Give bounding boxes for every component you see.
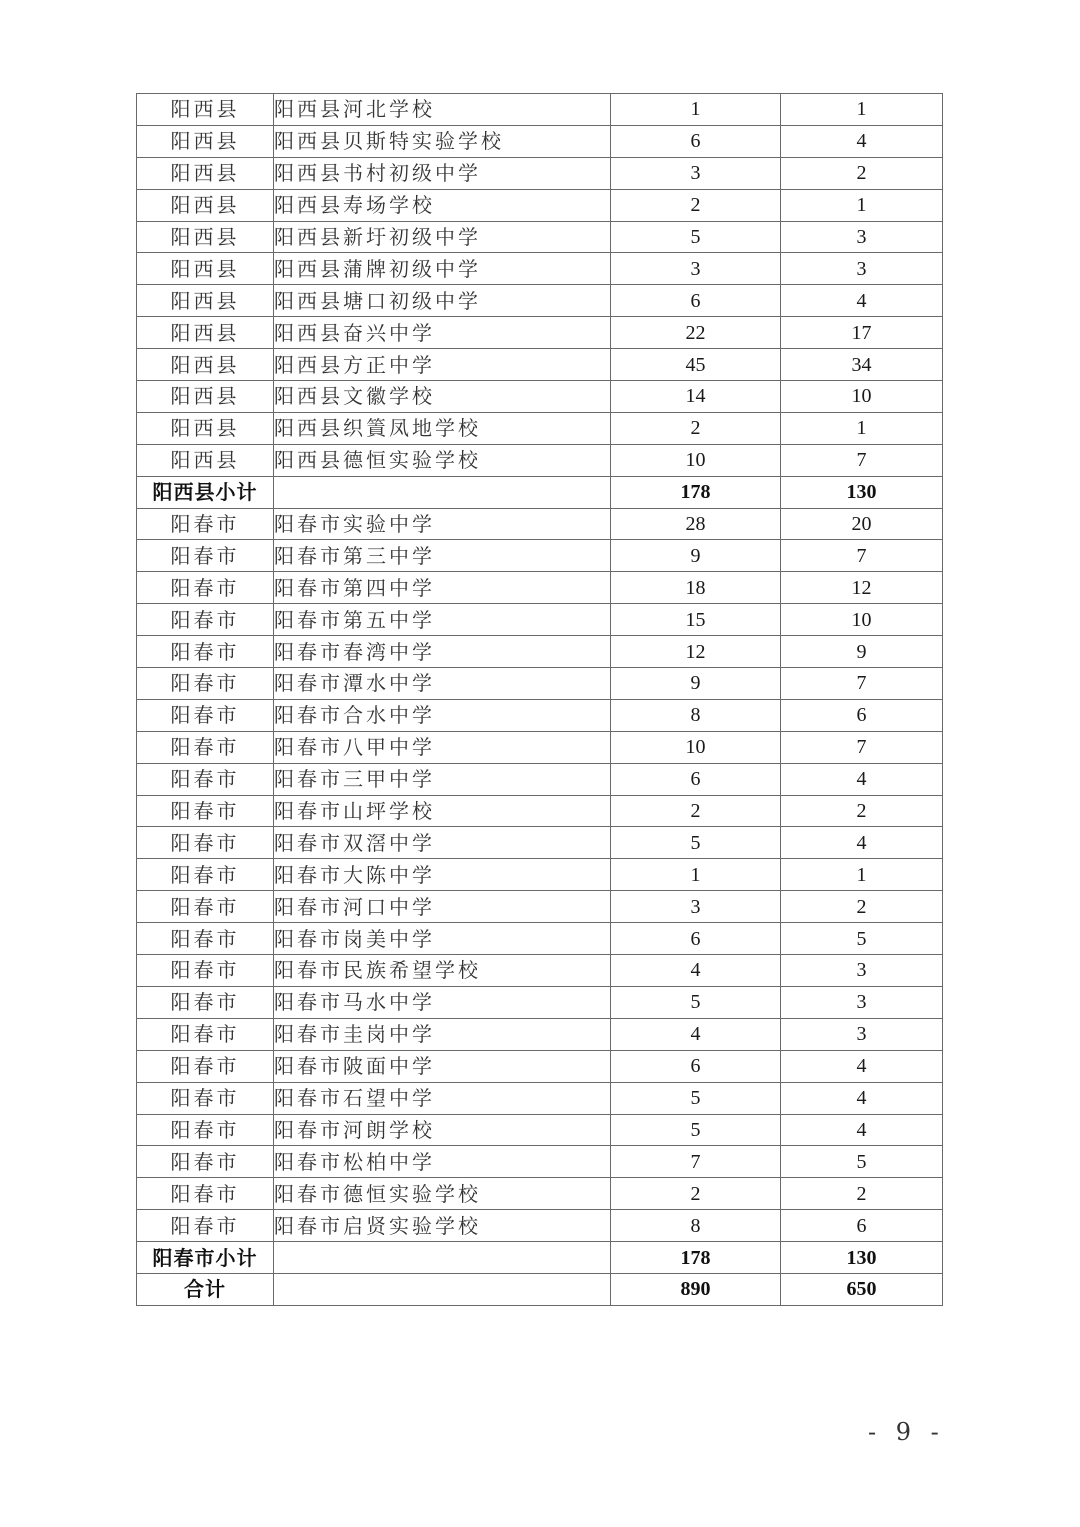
region-cell: 阳春市 xyxy=(137,1178,274,1210)
region-cell: 阳春市 xyxy=(137,891,274,923)
quota-count-cell: 7 xyxy=(611,1146,781,1178)
school-name-cell: 阳西县方正中学 xyxy=(274,349,611,381)
allocated-count-cell: 4 xyxy=(781,125,943,157)
school-name-cell xyxy=(274,476,611,508)
school-name-cell: 阳春市八甲中学 xyxy=(274,731,611,763)
school-name-cell: 阳西县德恒实验学校 xyxy=(274,444,611,476)
total-row xyxy=(137,1273,943,1305)
region-cell: 阳春市 xyxy=(137,1082,274,1114)
table-row xyxy=(137,923,943,955)
table-row xyxy=(137,572,943,604)
school-name-cell xyxy=(274,1273,611,1305)
allocated-count-cell: 130 xyxy=(781,476,943,508)
quota-count-cell: 6 xyxy=(611,763,781,795)
region-cell: 阳春市 xyxy=(137,1114,274,1146)
quota-count-cell: 15 xyxy=(611,604,781,636)
allocated-count-cell: 6 xyxy=(781,1210,943,1242)
school-name-cell: 阳春市合水中学 xyxy=(274,699,611,731)
quota-count-cell: 178 xyxy=(611,1242,781,1274)
region-cell: 阳西县 xyxy=(137,349,274,381)
school-name-cell: 阳春市大陈中学 xyxy=(274,859,611,891)
quota-count-cell: 5 xyxy=(611,986,781,1018)
school-name-cell: 阳春市马水中学 xyxy=(274,986,611,1018)
allocated-count-cell: 10 xyxy=(781,604,943,636)
school-name-cell: 阳西县奋兴中学 xyxy=(274,317,611,349)
region-cell: 阳春市小计 xyxy=(137,1242,274,1274)
region-cell: 阳春市 xyxy=(137,923,274,955)
table-row xyxy=(137,444,943,476)
allocated-count-cell: 12 xyxy=(781,572,943,604)
table-row xyxy=(137,1050,943,1082)
region-cell: 阳西县 xyxy=(137,221,274,253)
region-cell: 阳春市 xyxy=(137,731,274,763)
quota-count-cell: 4 xyxy=(611,955,781,987)
allocated-count-cell: 2 xyxy=(781,795,943,827)
region-cell: 阳西县 xyxy=(137,285,274,317)
school-name-cell: 阳春市三甲中学 xyxy=(274,763,611,795)
quota-count-cell: 890 xyxy=(611,1273,781,1305)
quota-count-cell: 9 xyxy=(611,540,781,572)
school-name-cell: 阳西县蒲牌初级中学 xyxy=(274,253,611,285)
school-name-cell: 阳春市陂面中学 xyxy=(274,1050,611,1082)
school-name-cell: 阳春市第三中学 xyxy=(274,540,611,572)
table-row xyxy=(137,731,943,763)
region-cell: 阳春市 xyxy=(137,1146,274,1178)
school-name-cell: 阳春市第五中学 xyxy=(274,604,611,636)
quota-count-cell: 28 xyxy=(611,508,781,540)
quota-count-cell: 5 xyxy=(611,221,781,253)
quota-count-cell: 5 xyxy=(611,1114,781,1146)
school-name-cell: 阳西县河北学校 xyxy=(274,94,611,126)
school-name-cell: 阳西县文徽学校 xyxy=(274,381,611,413)
allocated-count-cell: 7 xyxy=(781,540,943,572)
quota-count-cell: 178 xyxy=(611,476,781,508)
allocated-count-cell: 2 xyxy=(781,891,943,923)
region-cell: 阳春市 xyxy=(137,540,274,572)
region-cell: 阳西县 xyxy=(137,253,274,285)
region-cell: 阳春市 xyxy=(137,1018,274,1050)
table-row xyxy=(137,795,943,827)
allocated-count-cell: 7 xyxy=(781,444,943,476)
table-row xyxy=(137,604,943,636)
allocated-count-cell: 4 xyxy=(781,1050,943,1082)
quota-count-cell: 4 xyxy=(611,1018,781,1050)
allocated-count-cell: 4 xyxy=(781,1114,943,1146)
table-row xyxy=(137,1018,943,1050)
school-name-cell: 阳春市德恒实验学校 xyxy=(274,1178,611,1210)
region-cell: 阳西县 xyxy=(137,444,274,476)
quota-count-cell: 2 xyxy=(611,795,781,827)
allocated-count-cell: 3 xyxy=(781,221,943,253)
region-cell: 阳西县 xyxy=(137,157,274,189)
quota-count-cell: 6 xyxy=(611,125,781,157)
allocated-count-cell: 5 xyxy=(781,1146,943,1178)
region-cell: 阳春市 xyxy=(137,1210,274,1242)
school-name-cell: 阳春市石望中学 xyxy=(274,1082,611,1114)
quota-count-cell: 3 xyxy=(611,253,781,285)
school-name-cell: 阳西县织篢凤地学校 xyxy=(274,412,611,444)
region-cell: 阳春市 xyxy=(137,859,274,891)
allocated-count-cell: 2 xyxy=(781,1178,943,1210)
quota-count-cell: 6 xyxy=(611,923,781,955)
table-row xyxy=(137,349,943,381)
region-cell: 阳西县 xyxy=(137,381,274,413)
allocated-count-cell: 7 xyxy=(781,668,943,700)
allocated-count-cell: 1 xyxy=(781,412,943,444)
table-row xyxy=(137,221,943,253)
table-row xyxy=(137,253,943,285)
quota-count-cell: 8 xyxy=(611,699,781,731)
school-name-cell: 阳西县塘口初级中学 xyxy=(274,285,611,317)
school-name-cell: 阳春市河口中学 xyxy=(274,891,611,923)
quota-count-cell: 10 xyxy=(611,444,781,476)
allocated-count-cell: 7 xyxy=(781,731,943,763)
quota-count-cell: 12 xyxy=(611,636,781,668)
table-row xyxy=(137,540,943,572)
table-row xyxy=(137,955,943,987)
quota-count-cell: 5 xyxy=(611,827,781,859)
region-cell: 阳西县 xyxy=(137,189,274,221)
allocated-count-cell: 10 xyxy=(781,381,943,413)
school-name-cell: 阳春市圭岗中学 xyxy=(274,1018,611,1050)
quota-count-cell: 18 xyxy=(611,572,781,604)
quota-count-cell: 14 xyxy=(611,381,781,413)
allocated-count-cell: 3 xyxy=(781,253,943,285)
school-name-cell: 阳西县书村初级中学 xyxy=(274,157,611,189)
region-cell: 阳春市 xyxy=(137,1050,274,1082)
school-name-cell: 阳春市实验中学 xyxy=(274,508,611,540)
region-cell: 阳西县小计 xyxy=(137,476,274,508)
school-name-cell: 阳春市民族希望学校 xyxy=(274,955,611,987)
school-name-cell: 阳西县寿场学校 xyxy=(274,189,611,221)
table-row xyxy=(137,285,943,317)
school-name-cell: 阳春市潭水中学 xyxy=(274,668,611,700)
table-row xyxy=(137,1146,943,1178)
quota-count-cell: 8 xyxy=(611,1210,781,1242)
allocated-count-cell: 1 xyxy=(781,189,943,221)
table-row xyxy=(137,827,943,859)
table-row xyxy=(137,668,943,700)
region-cell: 阳西县 xyxy=(137,125,274,157)
region-cell: 阳春市 xyxy=(137,763,274,795)
quota-count-cell: 1 xyxy=(611,94,781,126)
region-cell: 合计 xyxy=(137,1273,274,1305)
allocated-count-cell: 17 xyxy=(781,317,943,349)
quota-count-cell: 45 xyxy=(611,349,781,381)
table-row xyxy=(137,125,943,157)
region-cell: 阳春市 xyxy=(137,572,274,604)
region-cell: 阳春市 xyxy=(137,955,274,987)
table-row xyxy=(137,317,943,349)
school-name-cell: 阳春市河朗学校 xyxy=(274,1114,611,1146)
region-cell: 阳春市 xyxy=(137,668,274,700)
school-name-cell: 阳春市第四中学 xyxy=(274,572,611,604)
page-number: - 9 - xyxy=(868,1418,945,1446)
region-cell: 阳春市 xyxy=(137,636,274,668)
allocated-count-cell: 6 xyxy=(781,699,943,731)
quota-count-cell: 6 xyxy=(611,285,781,317)
table-row xyxy=(137,94,943,126)
school-name-cell xyxy=(274,1242,611,1274)
table-row xyxy=(137,508,943,540)
school-name-cell: 阳春市岗美中学 xyxy=(274,923,611,955)
allocated-count-cell: 1 xyxy=(781,94,943,126)
table-row xyxy=(137,1178,943,1210)
quota-count-cell: 6 xyxy=(611,1050,781,1082)
school-name-cell: 阳西县贝斯特实验学校 xyxy=(274,125,611,157)
region-cell: 阳西县 xyxy=(137,94,274,126)
quota-count-cell: 5 xyxy=(611,1082,781,1114)
allocated-count-cell: 2 xyxy=(781,157,943,189)
table-row xyxy=(137,986,943,1018)
table-row xyxy=(137,891,943,923)
table-row xyxy=(137,189,943,221)
quota-count-cell: 1 xyxy=(611,859,781,891)
region-cell: 阳春市 xyxy=(137,699,274,731)
allocated-count-cell: 4 xyxy=(781,827,943,859)
table-row xyxy=(137,1210,943,1242)
table-row xyxy=(137,859,943,891)
subtotal-row xyxy=(137,476,943,508)
region-cell: 阳西县 xyxy=(137,412,274,444)
allocated-count-cell: 3 xyxy=(781,1018,943,1050)
allocated-count-cell: 4 xyxy=(781,285,943,317)
region-cell: 阳西县 xyxy=(137,317,274,349)
school-name-cell: 阳春市春湾中学 xyxy=(274,636,611,668)
allocated-count-cell: 4 xyxy=(781,1082,943,1114)
table-body xyxy=(137,94,943,1306)
region-cell: 阳春市 xyxy=(137,604,274,636)
allocated-count-cell: 1 xyxy=(781,859,943,891)
table-row xyxy=(137,1114,943,1146)
allocated-count-cell: 3 xyxy=(781,955,943,987)
allocated-count-cell: 4 xyxy=(781,763,943,795)
allocated-count-cell: 20 xyxy=(781,508,943,540)
allocated-count-cell: 3 xyxy=(781,986,943,1018)
table-row xyxy=(137,763,943,795)
school-quota-table xyxy=(136,93,943,1306)
region-cell: 阳春市 xyxy=(137,795,274,827)
allocated-count-cell: 5 xyxy=(781,923,943,955)
region-cell: 阳春市 xyxy=(137,508,274,540)
table-row xyxy=(137,157,943,189)
region-cell: 阳春市 xyxy=(137,986,274,1018)
subtotal-row xyxy=(137,1242,943,1274)
school-name-cell: 阳西县新圩初级中学 xyxy=(274,221,611,253)
quota-count-cell: 9 xyxy=(611,668,781,700)
allocated-count-cell: 130 xyxy=(781,1242,943,1274)
table-row xyxy=(137,1082,943,1114)
quota-count-cell: 3 xyxy=(611,157,781,189)
quota-count-cell: 10 xyxy=(611,731,781,763)
allocated-count-cell: 34 xyxy=(781,349,943,381)
quota-count-cell: 3 xyxy=(611,891,781,923)
quota-count-cell: 2 xyxy=(611,412,781,444)
quota-count-cell: 2 xyxy=(611,189,781,221)
quota-count-cell: 22 xyxy=(611,317,781,349)
quota-count-cell: 2 xyxy=(611,1178,781,1210)
region-cell: 阳春市 xyxy=(137,827,274,859)
table-row xyxy=(137,381,943,413)
school-name-cell: 阳春市启贤实验学校 xyxy=(274,1210,611,1242)
allocated-count-cell: 650 xyxy=(781,1273,943,1305)
school-name-cell: 阳春市双滘中学 xyxy=(274,827,611,859)
school-name-cell: 阳春市山坪学校 xyxy=(274,795,611,827)
table-row xyxy=(137,699,943,731)
table-row xyxy=(137,636,943,668)
school-name-cell: 阳春市松柏中学 xyxy=(274,1146,611,1178)
table-row xyxy=(137,412,943,444)
allocated-count-cell: 9 xyxy=(781,636,943,668)
